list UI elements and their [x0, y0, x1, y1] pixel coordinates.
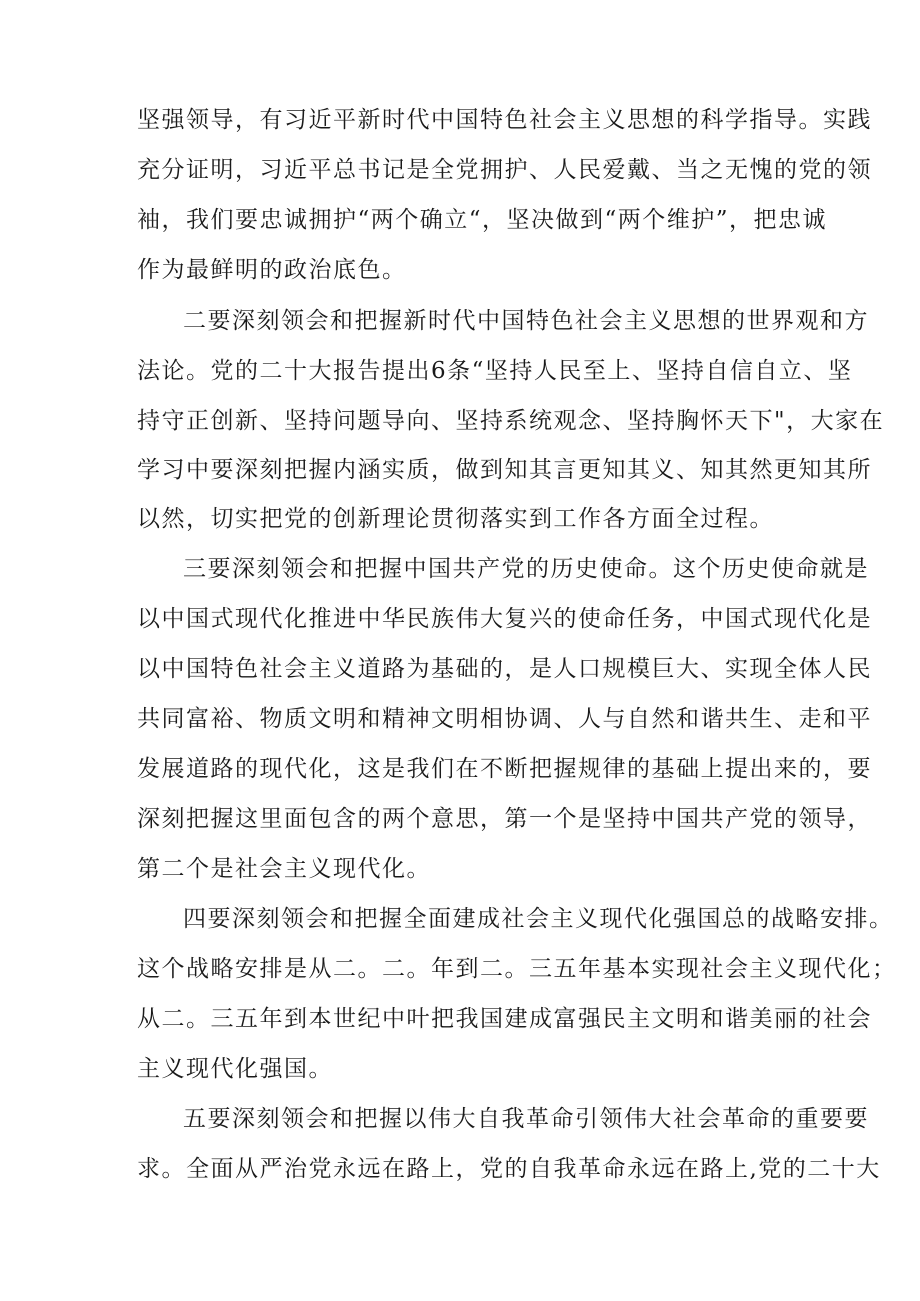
text-line: 学习中要深刻把握内涵实质，做到知其言更知其义、知其然更知其所 [137, 457, 872, 483]
text-line: 以中国特色社会主义道路为基础的，是人口规模巨大、实现全体人民 [137, 656, 872, 682]
text-line: 深刻把握这里面包含的两个意思，第一个是坚持中国共产党的领导， [137, 806, 872, 832]
paragraph-first-line: 二要深刻领会和把握新时代中国特色社会主义思想的世界观和方 [183, 308, 869, 334]
text-line: 以中国式现代化推进中华民族伟大复兴的使命任务，中国式现代化是 [137, 606, 872, 632]
paragraph-first-line: 五要深刻领会和把握以伟大自我革命引领伟大社会革命的重要要 [183, 1106, 869, 1132]
text-line: 法论。党的二十大报告提出6条“坚持人民至上、坚持自信自立、坚 [137, 358, 853, 384]
paragraph-first-line: 三要深刻领会和把握中国共产党的历史使命。这个历史使命就是 [183, 556, 869, 582]
text-line: 这个战略安排是从二。二。年到二。三五年基本实现社会主义现代化； [137, 956, 897, 982]
text-line: 以然，切实把党的创新理论贯彻落实到工作各方面全过程。 [137, 506, 774, 532]
text-line: 作为最鲜明的政治底色。 [137, 257, 407, 283]
text-line: 充分证明，习近平总书记是全党拥护、人民爱戴、当之无愧的党的领 [137, 157, 872, 183]
paragraph-first-line: 四要深刻领会和把握全面建成社会主义现代化强国总的战略安排。 [183, 906, 894, 932]
text-line: 从二。三五年到本世纪中叶把我国建成富强民主文明和谐美丽的社会 [137, 1006, 872, 1032]
text-line: 共同富裕、物质文明和精神文明相协调、人与自然和谐共生、走和平 [137, 706, 872, 732]
text-line: 发展道路的现代化，这是我们在不断把握规律的基础上提出来的，要 [137, 756, 872, 782]
text-line: 坚强领导，有习近平新时代中国特色社会主义思想的科学指导。实践 [137, 107, 872, 133]
text-line: 持守正创新、坚持问题导向、坚持系统观念、坚持胸怀天下"，大家在 [137, 408, 885, 434]
text-line: 袖，我们要忠诚拥护“两个确立“，坚决做到“两个维护”，把忠诚 [137, 207, 828, 233]
text-line: 求。全面从严治党永远在路上，党的自我革命永远在路上,党的二十大 [137, 1156, 881, 1182]
text-line: 主义现代化强国。 [137, 1056, 333, 1082]
text-line: 第二个是社会主义现代化。 [137, 856, 431, 882]
